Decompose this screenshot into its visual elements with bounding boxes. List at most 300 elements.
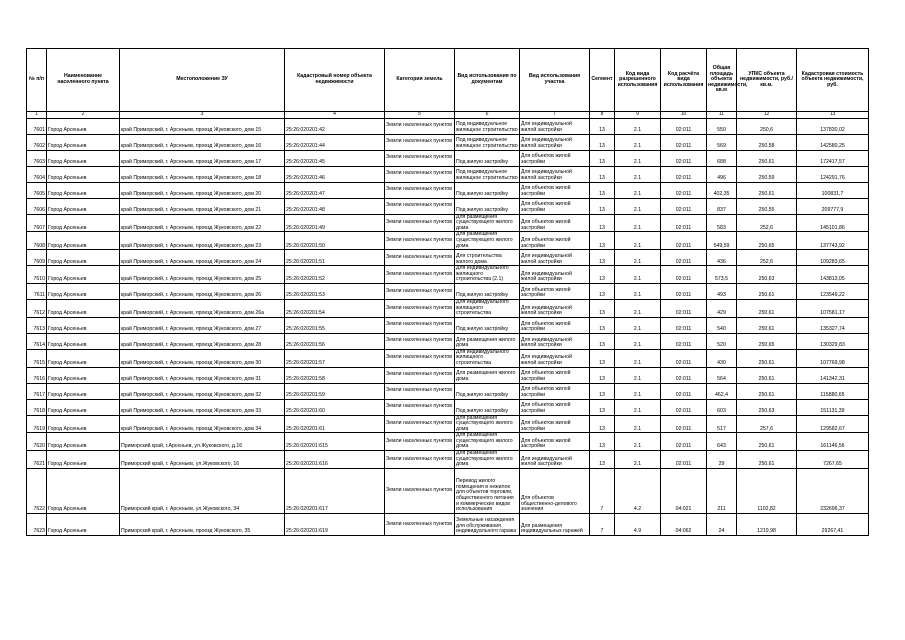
table-cell: 402,35	[707, 182, 737, 198]
table-cell: Город Арсеньев	[47, 349, 120, 367]
table-cell: 143813,05	[797, 266, 869, 284]
column-number: 8	[590, 112, 615, 119]
column-number: 2	[47, 112, 120, 119]
table-cell: 1102,82	[737, 468, 797, 513]
table-cell: 25:26:020201:48	[285, 198, 385, 214]
table-cell: Земли населенных пунктов	[385, 513, 455, 535]
table-cell: Для объектов жилой застройки	[520, 283, 590, 299]
table-cell: Для размещения индивидуальных гаражей	[520, 513, 590, 535]
table-cell: 13	[590, 367, 615, 383]
table-cell: Под индивидуальное жилищное строительство	[455, 134, 520, 150]
table-cell: Город Арсеньев	[47, 118, 120, 134]
column-header: Кадастровая стоимость объекта недвижимости, руб.	[797, 49, 869, 112]
table-cell: 250,61	[737, 349, 797, 367]
table-cell: Для объектов жилой застройки	[520, 198, 590, 214]
table-cell: 25:26:020201:46	[285, 166, 385, 182]
table-cell: Для размещения существующего жилого дома	[455, 451, 520, 469]
table-cell: 13	[590, 166, 615, 182]
table-cell: 115880,65	[797, 383, 869, 399]
table-cell: 100831,7	[797, 182, 869, 198]
table-cell: 2.1	[615, 166, 661, 182]
table-cell: 1219,98	[737, 513, 797, 535]
table-cell: Для объектов жилой застройки	[520, 317, 590, 333]
table-cell: 13	[590, 317, 615, 333]
table-cell: Для объектов жилой застройки	[520, 182, 590, 198]
table-cell: 13	[590, 333, 615, 349]
table-cell: 13	[590, 399, 615, 415]
table-cell: край Приморский, г. Арсеньев, проезд Жуковского, дом 20	[120, 182, 285, 198]
table-cell: Приморский край, г. Арсеньев, ул.Жуковского, 34	[120, 468, 285, 513]
table-cell: 02:011	[661, 399, 707, 415]
table-cell: 02:011	[661, 333, 707, 349]
table-row	[27, 513, 869, 535]
table-cell: Для индивидуального жилищного строительства	[455, 299, 520, 317]
table-cell: край Приморский, г. Арсеньев, проезд Жуковского, дом 24	[120, 250, 285, 266]
table-row	[27, 468, 869, 513]
table-cell: 13	[590, 451, 615, 469]
table-cell: Город Арсеньев	[47, 299, 120, 317]
column-number: 13	[797, 112, 869, 119]
table-cell: 462,4	[707, 383, 737, 399]
table-cell: 25:26:020201:57	[285, 349, 385, 367]
table-cell: 7618	[27, 399, 47, 415]
table-cell: Для объектов жилой застройки	[520, 383, 590, 399]
table-row	[27, 433, 869, 451]
column-header: Код расчёта вида использования	[661, 49, 707, 112]
table-cell: 517	[707, 415, 737, 433]
table-cell: 430	[707, 349, 737, 367]
table-cell: 7605	[27, 182, 47, 198]
table-cell: 7619	[27, 415, 47, 433]
table-cell: 7601	[27, 118, 47, 134]
table-cell: 25:26:020201:47	[285, 182, 385, 198]
table-cell: 7611	[27, 283, 47, 299]
table-cell: 2.1	[615, 232, 661, 250]
table-row	[27, 415, 869, 433]
table-cell: 250,65	[737, 232, 797, 250]
table-cell: 7	[590, 468, 615, 513]
table-cell: Город Арсеньев	[47, 166, 120, 182]
table-cell: 7623	[27, 513, 47, 535]
column-number: 6	[455, 112, 520, 119]
table-cell: 250,61	[737, 150, 797, 166]
table-row	[27, 317, 869, 333]
table-cell: Для объектов жилой застройки	[520, 399, 590, 415]
table-cell: 25:26:020201:58	[285, 367, 385, 383]
table-cell: 02:011	[661, 367, 707, 383]
table-cell: край Приморский, г. Арсеньев, проезд Жуковского, дом 18	[120, 166, 285, 182]
table-cell: 2.1	[615, 349, 661, 367]
table-cell: Земли населенных пунктов	[385, 150, 455, 166]
table-cell: Для индивидуальной жилой застройки	[520, 333, 590, 349]
column-header: Сегмент	[590, 49, 615, 112]
table-cell: 02:011	[661, 349, 707, 367]
table-row	[27, 118, 869, 134]
table-cell: 7620	[27, 433, 47, 451]
table-cell: Земли населенных пунктов	[385, 367, 455, 383]
table-row	[27, 349, 869, 367]
table-cell: 7604	[27, 166, 47, 182]
table-cell: Для объектов жилой застройки	[520, 367, 590, 383]
table-cell: 2.1	[615, 118, 661, 134]
table-row	[27, 166, 869, 182]
table-cell: Земли населенных пунктов	[385, 433, 455, 451]
table-cell: Земли населенных пунктов	[385, 468, 455, 513]
table-row	[27, 283, 869, 299]
table-cell: 137743,92	[797, 232, 869, 250]
table-cell: Земли населенных пунктов	[385, 232, 455, 250]
table-row	[27, 134, 869, 150]
table-row	[27, 299, 869, 317]
column-number: 5	[385, 112, 455, 119]
table-cell: 135327,74	[797, 317, 869, 333]
table-cell: Земли населенных пунктов	[385, 118, 455, 134]
table-cell: 250,59	[737, 166, 797, 182]
table-cell: 02:011	[661, 134, 707, 150]
table-cell: Для объектов общественно-делового значения	[520, 468, 590, 513]
table-cell: 250,61	[737, 299, 797, 317]
table-cell: 252,6	[737, 214, 797, 232]
table-cell: 25:26:020201:51	[285, 250, 385, 266]
column-header: Вид использования участка	[520, 49, 590, 112]
table-cell: Для индивидуальной жилой застройки	[520, 166, 590, 182]
table-cell: край Приморский, г. Арсеньев, проезд Жуковского, дом 33	[120, 399, 285, 415]
table-cell: Для размещения существующего жилого дома	[455, 232, 520, 250]
table-cell: Для объектов жилой застройки	[520, 415, 590, 433]
table-cell: Город Арсеньев	[47, 232, 120, 250]
table-cell: 250,6	[737, 118, 797, 134]
table-cell: 02:011	[661, 198, 707, 214]
table-cell: край Приморский, г. Арсеньев, проезд Жуковского, дом 34	[120, 415, 285, 433]
table-cell: 569	[707, 134, 737, 150]
table-cell: Земли населенных пунктов	[385, 250, 455, 266]
table-cell: 142580,25	[797, 134, 869, 150]
table-row	[27, 150, 869, 166]
table-cell: 25:26:020201:49	[285, 214, 385, 232]
table-cell: 25:26:020201:616	[285, 451, 385, 469]
table-cell: 25:26:020201:45	[285, 150, 385, 166]
table-cell: 25:26:020201:53	[285, 283, 385, 299]
table-cell: 2.1	[615, 283, 661, 299]
table-cell: 29	[707, 451, 737, 469]
table-cell: 04:021	[661, 468, 707, 513]
column-number: 7	[520, 112, 590, 119]
column-number-row	[27, 112, 869, 119]
table-cell: 13	[590, 266, 615, 284]
table-cell: Город Арсеньев	[47, 383, 120, 399]
cadastral-table	[26, 48, 869, 536]
table-cell: 7613	[27, 317, 47, 333]
table-cell: 257,6	[737, 415, 797, 433]
table-cell: 250,61	[737, 367, 797, 383]
table-cell: Под жилую застройку	[455, 383, 520, 399]
table-cell: 151131,39	[797, 399, 869, 415]
table-cell: Для строительства жилого дома	[455, 250, 520, 266]
column-number: 11	[707, 112, 737, 119]
table-cell: 29267,41	[797, 513, 869, 535]
table-cell: Земли населенных пунктов	[385, 333, 455, 349]
table-cell: 107769,98	[797, 349, 869, 367]
table-cell: Земли населенных пунктов	[385, 266, 455, 284]
table-cell: 04:062	[661, 513, 707, 535]
table-cell: 573,5	[707, 266, 737, 284]
table-cell: 02:011	[661, 250, 707, 266]
table-cell: 2.1	[615, 250, 661, 266]
table-cell: 7608	[27, 232, 47, 250]
table-cell: 583	[707, 214, 737, 232]
table-cell: 13	[590, 150, 615, 166]
table-cell: Земли населенных пунктов	[385, 399, 455, 415]
table-cell: 2.1	[615, 134, 661, 150]
table-cell: 02:011	[661, 383, 707, 399]
table-cell: 25:26:020201:52	[285, 266, 385, 284]
table-cell: 130329,83	[797, 333, 869, 349]
table-cell: 250,63	[737, 399, 797, 415]
column-header: Общая площадь объекта недвижимости, кв.м	[707, 49, 737, 112]
table-cell: 25:26:020201:56	[285, 333, 385, 349]
table-cell: 141342,31	[797, 367, 869, 383]
table-cell: 129582,67	[797, 415, 869, 433]
table-cell: Для размещения существующего жилого дома	[455, 415, 520, 433]
table-cell: Под жилую застройку	[455, 150, 520, 166]
table-cell: 2.1	[615, 150, 661, 166]
table-cell: 02:011	[661, 214, 707, 232]
table-cell: 4.9	[615, 513, 661, 535]
table-cell: 25:26:020201:60	[285, 399, 385, 415]
table-cell: Земли населенных пунктов	[385, 283, 455, 299]
table-cell: 25:26:020201:59	[285, 383, 385, 399]
table-cell: 209777,9	[797, 198, 869, 214]
table-row	[27, 214, 869, 232]
table-cell: 603	[707, 399, 737, 415]
table-cell: 7607	[27, 214, 47, 232]
table-cell: Приморский край, г. Арсеньев, проезд Жуковского, 35	[120, 513, 285, 535]
column-number: 1	[27, 112, 47, 119]
column-header: Вид использования по документам	[455, 49, 520, 112]
column-number: 12	[737, 112, 797, 119]
table-cell: край Приморский, г. Арсеньев, проезд Жуковского, дом 26	[120, 283, 285, 299]
table-cell: край Приморский, г. Арсеньев, проезд Жуковского, дом 22	[120, 214, 285, 232]
table-cell: Под индивидуальное жилищное строительство	[455, 166, 520, 182]
table-cell: 550	[707, 118, 737, 134]
table-cell: 2.1	[615, 399, 661, 415]
table-cell: 7	[590, 513, 615, 535]
table-cell: 107581,17	[797, 299, 869, 317]
table-cell: Город Арсеньев	[47, 182, 120, 198]
table-cell: Город Арсеньев	[47, 283, 120, 299]
table-cell: 837	[707, 198, 737, 214]
table-cell: 250,61	[737, 317, 797, 333]
table-cell: 02:011	[661, 118, 707, 134]
document-sheet	[26, 48, 869, 536]
table-cell: Земли населенных пунктов	[385, 134, 455, 150]
table-cell: 7617	[27, 383, 47, 399]
table-cell: 7602	[27, 134, 47, 150]
table-cell: 7622	[27, 468, 47, 513]
column-number: 4	[285, 112, 385, 119]
table-cell: Для индивидуальной жилой застройки	[520, 349, 590, 367]
column-header: Категория земель	[385, 49, 455, 112]
table-cell: 172417,57	[797, 150, 869, 166]
table-cell: 25:26:020201:615	[285, 433, 385, 451]
table-cell: 429	[707, 299, 737, 317]
table-cell: 2.1	[615, 299, 661, 317]
table-cell: 549,59	[707, 232, 737, 250]
table-cell: край Приморский, г. Арсеньев, проезд Жуковского, дом 23	[120, 232, 285, 250]
table-cell: 25:26:020201:61	[285, 415, 385, 433]
table-row	[27, 367, 869, 383]
table-cell: 643	[707, 433, 737, 451]
table-cell: край Приморский, г. Арсеньев, проезд Жуковского, дом 26а	[120, 299, 285, 317]
table-cell: Земли населенных пунктов	[385, 198, 455, 214]
table-cell: 250,63	[737, 266, 797, 284]
table-cell: 02:011	[661, 232, 707, 250]
table-cell: Для объектов жилой застройки	[520, 214, 590, 232]
table-cell: Для объектов жилой застройки	[520, 232, 590, 250]
table-cell: Город Арсеньев	[47, 134, 120, 150]
table-cell: Город Арсеньев	[47, 399, 120, 415]
table-cell: Город Арсеньев	[47, 266, 120, 284]
column-header: Местоположение ЗУ	[120, 49, 285, 112]
table-cell: 7612	[27, 299, 47, 317]
table-cell: Для размещения существующего жилого дома	[455, 214, 520, 232]
table-cell: Город Арсеньев	[47, 214, 120, 232]
table-cell: 145101,86	[797, 214, 869, 232]
table-cell: Земли населенных пунктов	[385, 383, 455, 399]
table-cell: Приморский край, г.Арсеньев, ул.Жуковского, д.16	[120, 433, 285, 451]
table-cell: 2.1	[615, 433, 661, 451]
table-cell: Город Арсеньев	[47, 250, 120, 266]
table-cell: Город Арсеньев	[47, 468, 120, 513]
table-cell: 02:011	[661, 283, 707, 299]
table-cell: 02:011	[661, 150, 707, 166]
table-cell: 161146,56	[797, 433, 869, 451]
table-cell: 252,6	[737, 250, 797, 266]
column-header: № п/п	[27, 49, 47, 112]
table-cell: край Приморский, г. Арсеньев, проезд Жуковского, дом 21	[120, 198, 285, 214]
table-cell: 496	[707, 166, 737, 182]
table-cell: край Приморский, г. Арсеньев, проезд Жуковского, дом 27	[120, 317, 285, 333]
table-cell: Город Арсеньев	[47, 317, 120, 333]
table-cell: 493	[707, 283, 737, 299]
table-cell: 232696,37	[797, 468, 869, 513]
table-cell: 02:011	[661, 266, 707, 284]
table-cell: 02:011	[661, 317, 707, 333]
table-cell: Для объектов жилой застройки	[520, 433, 590, 451]
table-cell: 13	[590, 299, 615, 317]
table-cell: край Приморский, г. Арсеньев, проезд Жуковского, дом 28	[120, 333, 285, 349]
table-row	[27, 383, 869, 399]
table-cell: Для индивидуального жилищного строительства (2.1)	[455, 266, 520, 284]
table-cell: Город Арсеньев	[47, 150, 120, 166]
table-cell: 4.2	[615, 468, 661, 513]
table-cell: 250,65	[737, 333, 797, 349]
column-number: 3	[120, 112, 285, 119]
table-cell: 520	[707, 333, 737, 349]
table-cell: Земли населенных пунктов	[385, 299, 455, 317]
table-cell: Земли населенных пунктов	[385, 182, 455, 198]
table-cell: 250,61	[737, 451, 797, 469]
table-cell: 2.1	[615, 415, 661, 433]
table-cell: 436	[707, 250, 737, 266]
table-cell: 02:011	[661, 182, 707, 198]
table-cell: 13	[590, 198, 615, 214]
column-number: 10	[661, 112, 707, 119]
table-cell: 250,61	[737, 182, 797, 198]
table-cell: край Приморский, г. Арсеньев, проезд Жуковского, дом 32	[120, 383, 285, 399]
table-cell: 2.1	[615, 182, 661, 198]
table-cell: Под жилую застройку	[455, 317, 520, 333]
table-cell: 13	[590, 214, 615, 232]
column-header: Код вида разрешенного использования	[615, 49, 661, 112]
table-cell: Перевод жилого помещения в нежилое для объектов торговли, общественного питания и коммерческих видов использования	[455, 468, 520, 513]
table-cell: 2.1	[615, 333, 661, 349]
table-cell: 25:26:020201:42	[285, 118, 385, 134]
table-cell: Город Арсеньев	[47, 415, 120, 433]
table-cell: 137830,02	[797, 118, 869, 134]
table-cell: 123549,22	[797, 283, 869, 299]
table-cell: 7616	[27, 367, 47, 383]
table-cell: край Приморский, г. Арсеньев, проезд Жуковского, дом 30	[120, 349, 285, 367]
table-row	[27, 232, 869, 250]
table-row	[27, 399, 869, 415]
table-cell: 250,58	[737, 134, 797, 150]
table-cell: 211	[707, 468, 737, 513]
table-cell: 13	[590, 182, 615, 198]
table-cell: Город Арсеньев	[47, 198, 120, 214]
table-cell: Для индивидуального жилищного строительства	[455, 349, 520, 367]
table-cell: 250,61	[737, 283, 797, 299]
table-cell: Под жилую застройку	[455, 198, 520, 214]
table-cell: 7615	[27, 349, 47, 367]
table-cell: Для индивидуальной жилой застройки	[520, 299, 590, 317]
table-cell: 7267,65	[797, 451, 869, 469]
table-cell: 7606	[27, 198, 47, 214]
table-cell: Земли населенных пунктов	[385, 317, 455, 333]
table-cell: Для объектов жилой застройки	[520, 150, 590, 166]
table-cell: Земли населенных пунктов	[385, 349, 455, 367]
table-cell: 2.1	[615, 198, 661, 214]
table-row	[27, 250, 869, 266]
table-cell: 7603	[27, 150, 47, 166]
table-row	[27, 266, 869, 284]
table-cell: 02:011	[661, 299, 707, 317]
table-cell: 250,61	[737, 433, 797, 451]
table-cell: 2.1	[615, 266, 661, 284]
table-cell: Для индивидуальной жилой застройки	[520, 250, 590, 266]
table-row	[27, 182, 869, 198]
table-cell: 7609	[27, 250, 47, 266]
table-cell: 13	[590, 232, 615, 250]
table-cell: 688	[707, 150, 737, 166]
table-cell: 02:011	[661, 433, 707, 451]
table-cell: 13	[590, 118, 615, 134]
table-cell: 25:26:020201:55	[285, 317, 385, 333]
table-cell: 02:011	[661, 415, 707, 433]
header-row	[27, 49, 869, 112]
column-header: УПКС объекта недвижимости, руб./кв.м.	[737, 49, 797, 112]
table-cell: 2.1	[615, 383, 661, 399]
column-header: Кадастровый номер объекта недвижимости	[285, 49, 385, 112]
table-cell: Земли населенных пунктов	[385, 214, 455, 232]
table-cell: Земли населенных пунктов	[385, 415, 455, 433]
table-cell: 250,55	[737, 198, 797, 214]
table-cell: край Приморский, г. Арсеньев, проезд Жуковского, дом 25	[120, 266, 285, 284]
table-cell: Город Арсеньев	[47, 367, 120, 383]
table-cell: 7614	[27, 333, 47, 349]
table-cell: 13	[590, 383, 615, 399]
table-cell: 25:26:020201:54	[285, 299, 385, 317]
